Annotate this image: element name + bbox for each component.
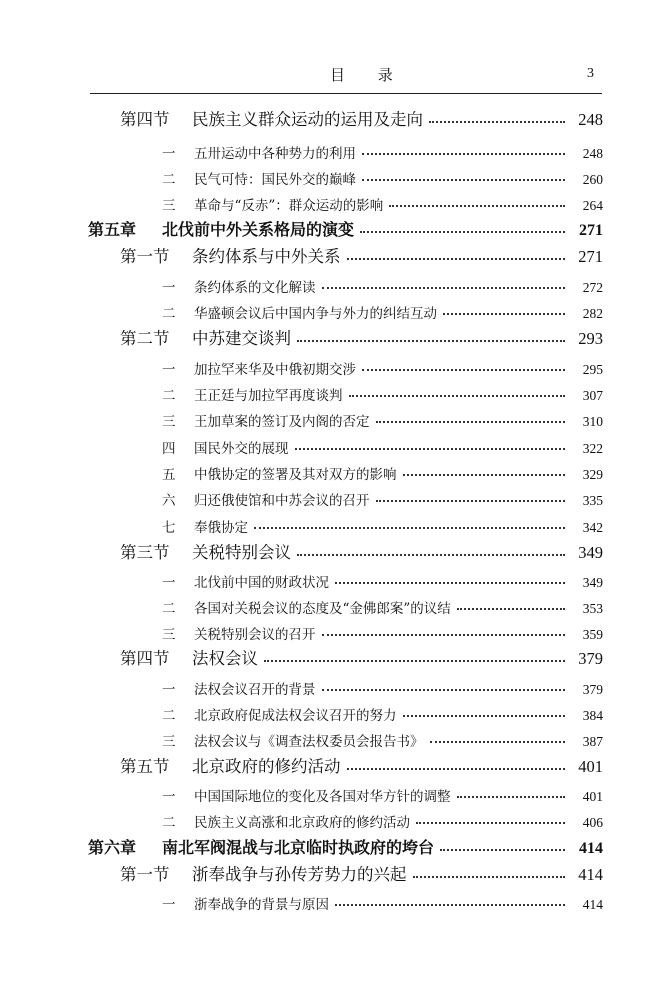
chapter-title: 南北军阀混战与北京临时执政府的垮台 (162, 838, 435, 857)
page-ref: 414 (579, 840, 603, 857)
section-number: 第二节 (120, 329, 170, 348)
dot-leader (297, 340, 565, 342)
dot-leader (322, 634, 566, 636)
item-entry[interactable] (162, 380, 603, 404)
page-ref: 248 (582, 146, 603, 161)
page-ref: 322 (582, 441, 603, 456)
chapter-entry[interactable] (88, 216, 603, 240)
item-number: 五 (162, 467, 176, 483)
item-number: 四 (162, 441, 176, 457)
page-ref: 414 (582, 897, 603, 912)
dot-leader (443, 313, 565, 315)
section-entry[interactable] (120, 645, 603, 669)
page-ref: 406 (582, 815, 603, 830)
dot-leader (362, 153, 565, 155)
section-number: 第四节 (120, 649, 170, 668)
dot-leader (349, 395, 566, 397)
page-ref: 271 (578, 247, 603, 266)
item-title: 王加草案的签订及内阁的否定 (194, 414, 370, 430)
item-title: 革命与“反赤”：群众运动的影响 (194, 198, 384, 214)
dot-leader (335, 582, 565, 584)
section-title: 条约体系与中外关系 (192, 247, 341, 266)
item-title: 王正廷与加拉罕再度谈判 (194, 388, 343, 404)
item-title: 法权会议召开的背景 (194, 682, 316, 698)
item-title: 法权会议与《调查法权委员会报告书》 (194, 734, 424, 750)
section-entry[interactable] (120, 106, 603, 130)
section-entry[interactable] (120, 325, 603, 349)
section-entry[interactable] (120, 243, 603, 267)
page-ref: 295 (582, 362, 603, 377)
item-number: 二 (162, 815, 176, 831)
page-ref: 349 (578, 543, 603, 562)
item-number: 三 (162, 198, 176, 214)
item-number: 三 (162, 414, 176, 430)
chapter-number: 第五章 (88, 220, 137, 239)
item-entry[interactable] (162, 485, 603, 509)
section-title: 法权会议 (192, 649, 258, 668)
dot-leader (430, 741, 566, 743)
item-entry[interactable] (162, 433, 603, 457)
item-title: 国民外交的展现 (194, 441, 289, 457)
item-number: 二 (162, 306, 176, 322)
item-entry[interactable] (162, 674, 603, 698)
item-entry[interactable] (162, 807, 603, 831)
page-ref: 349 (582, 575, 603, 590)
item-title: 关税特别会议的召开 (194, 627, 316, 643)
page-ref: 401 (578, 757, 603, 776)
item-entry[interactable] (162, 164, 603, 188)
item-number: 一 (162, 362, 176, 378)
item-number: 一 (162, 789, 176, 805)
item-number: 一 (162, 280, 176, 296)
page-ref: 282 (582, 306, 603, 321)
dot-leader (362, 179, 565, 181)
dot-leader (389, 205, 565, 207)
item-title: 奉俄协定 (194, 520, 248, 536)
item-number: 一 (162, 575, 176, 591)
item-number: 二 (162, 388, 176, 404)
item-entry[interactable] (162, 272, 603, 296)
dot-leader (297, 554, 565, 556)
page-number: 3 (587, 66, 594, 81)
chapter-number: 第六章 (88, 838, 137, 857)
item-title: 北京政府促成法权会议召开的努力 (194, 708, 397, 724)
header-rule (90, 93, 602, 94)
page-ref: 335 (582, 493, 603, 508)
section-entry[interactable] (120, 861, 603, 885)
item-entry[interactable] (162, 700, 603, 724)
item-title: 中国国际地位的变化及各国对华方针的调整 (194, 789, 451, 805)
page-ref: 329 (582, 467, 603, 482)
item-title: 归还俄使馆和中苏会议的召开 (194, 493, 370, 509)
item-title: 民气可恃：国民外交的巅峰 (194, 172, 356, 188)
dot-leader (376, 421, 566, 423)
item-number: 一 (162, 682, 176, 698)
page-ref: 310 (582, 414, 603, 429)
item-title: 条约体系的文化解读 (194, 280, 316, 296)
item-title: 北伐前中国的财政状况 (194, 575, 329, 591)
page-ref: 342 (582, 520, 603, 535)
dot-leader (440, 849, 565, 851)
page-ref: 264 (582, 198, 603, 213)
page-ref: 248 (578, 110, 603, 129)
dot-leader (254, 527, 565, 529)
dot-leader (322, 287, 566, 289)
page-ref: 271 (579, 222, 603, 239)
dot-leader (429, 121, 565, 123)
section-number: 第三节 (120, 543, 170, 562)
item-number: 六 (162, 493, 176, 509)
dot-leader (413, 876, 566, 878)
item-title: 中俄协定的签署及其对双方的影响 (194, 467, 397, 483)
item-entry[interactable] (162, 781, 603, 805)
item-entry[interactable] (162, 298, 603, 322)
dot-leader (416, 822, 565, 824)
chapter-title: 北伐前中外关系格局的演变 (162, 220, 355, 239)
dot-leader (360, 231, 565, 233)
item-entry[interactable] (162, 619, 603, 643)
item-title: 各国对关税会议的态度及“金佛郎案”的议结 (194, 601, 451, 617)
section-entry[interactable] (120, 539, 603, 563)
item-entry[interactable] (162, 593, 603, 617)
dot-leader (457, 796, 566, 798)
page-ref: 307 (582, 388, 603, 403)
section-entry[interactable] (120, 753, 603, 777)
page-ref: 359 (582, 627, 603, 642)
item-entry[interactable] (162, 567, 603, 591)
dot-leader (376, 500, 566, 502)
item-number: 二 (162, 708, 176, 724)
page-ref: 260 (582, 172, 603, 187)
section-number: 第四节 (120, 110, 170, 129)
item-entry[interactable] (162, 512, 603, 536)
item-title: 五卅运动中各种势力的利用 (194, 146, 356, 162)
page-ref: 272 (582, 280, 603, 295)
running-head-title: 目 录 (330, 66, 407, 84)
item-title: 加拉罕来华及中俄初期交涉 (194, 362, 356, 378)
chapter-entry[interactable] (88, 834, 603, 858)
page-ref: 384 (582, 708, 603, 723)
dot-leader (322, 689, 566, 691)
item-title: 民族主义高涨和北京政府的修约活动 (194, 815, 410, 831)
section-title: 浙奉战争与孙传芳势力的兴起 (192, 865, 407, 884)
item-number: 二 (162, 172, 176, 188)
page-ref: 379 (582, 682, 603, 697)
section-number: 第一节 (120, 865, 170, 884)
page-ref: 414 (578, 865, 603, 884)
item-entry[interactable] (162, 354, 603, 378)
dot-leader (403, 474, 566, 476)
dot-leader (457, 608, 565, 610)
page-header (90, 60, 600, 90)
section-number: 第一节 (120, 247, 170, 266)
page-ref: 353 (582, 601, 603, 616)
item-title: 浙奉战争的背景与原因 (194, 897, 329, 913)
item-entry[interactable] (162, 889, 603, 913)
page-ref: 379 (578, 649, 603, 668)
dot-leader (264, 660, 565, 662)
dot-leader (295, 448, 566, 450)
item-number: 二 (162, 601, 176, 617)
item-entry[interactable] (162, 406, 603, 430)
dot-leader (362, 369, 565, 371)
dot-leader (347, 768, 566, 770)
item-number: 一 (162, 146, 176, 162)
page-ref: 293 (578, 329, 603, 348)
item-entry[interactable] (162, 459, 603, 483)
item-number: 七 (162, 520, 176, 536)
section-title: 民族主义群众运动的运用及走向 (192, 110, 423, 129)
dot-leader (403, 715, 566, 717)
item-number: 三 (162, 734, 176, 750)
section-number: 第五节 (120, 757, 170, 776)
item-title: 华盛顿会议后中国内争与外力的纠结互动 (194, 306, 437, 322)
section-title: 中苏建交谈判 (192, 329, 291, 348)
item-entry[interactable] (162, 726, 603, 750)
page-ref: 401 (582, 789, 603, 804)
dot-leader (347, 258, 566, 260)
section-title: 北京政府的修约活动 (192, 757, 341, 776)
item-entry[interactable] (162, 190, 603, 214)
item-number: 三 (162, 627, 176, 643)
item-entry[interactable] (162, 138, 603, 162)
item-number: 一 (162, 897, 176, 913)
section-title: 关税特别会议 (192, 543, 291, 562)
dot-leader (335, 904, 565, 906)
page-ref: 387 (582, 734, 603, 749)
